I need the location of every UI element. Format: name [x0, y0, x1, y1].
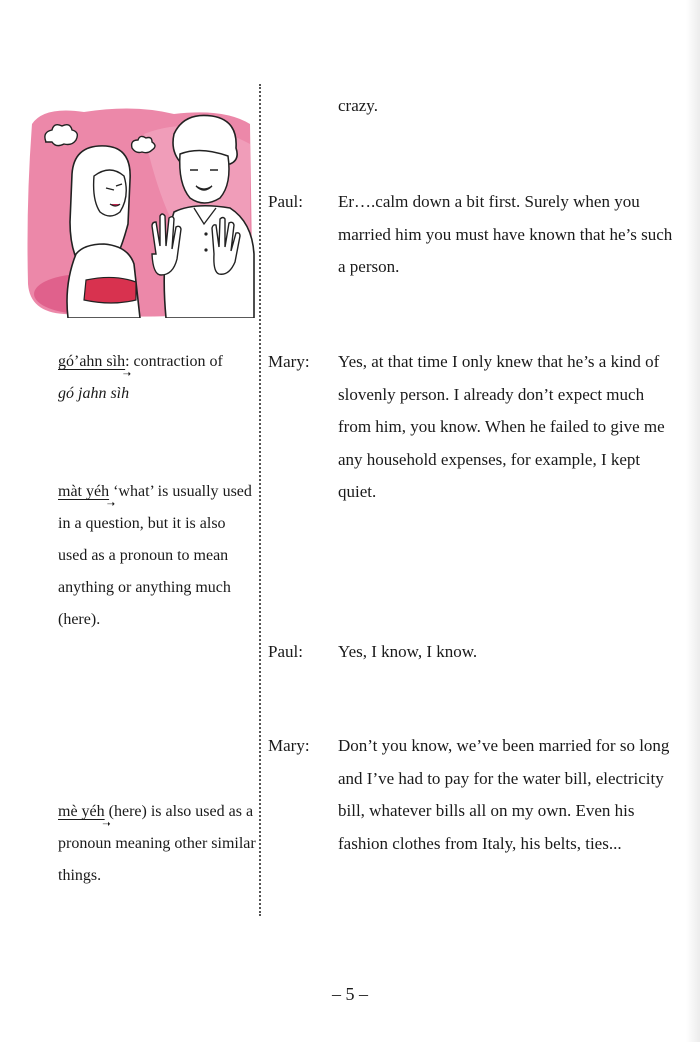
note-text-continued: as a pronoun meaning other similar things.: [58, 803, 256, 884]
note-text: : contraction of: [125, 353, 223, 370]
note-text: ‘what’ is usually: [109, 483, 219, 500]
speaker-mary: Mary:: [268, 736, 310, 755]
dialogue-continuation: crazy.: [338, 96, 378, 115]
note-term: gó’ahn sìh ➝: [58, 353, 132, 380]
column-divider: [259, 84, 261, 916]
note-term: màt yéh ➝: [58, 483, 116, 510]
note-me-yeh: [58, 796, 256, 892]
dialogue-line: Yes, at that time I only knew that he’s a kind of slovenly person. I already don’t expect much from him, you know. When he failed to give me any household expenses, for example, I kept quiet.: [338, 352, 665, 501]
page-number: – 5 –: [332, 984, 368, 1004]
speaker-paul: Paul:: [268, 642, 303, 661]
dialogue-line: Er….calm down a bit first. Surely when you married him you must have known that he’s such a person.: [338, 192, 673, 276]
speaker-mary: Mary:: [268, 352, 310, 371]
arrow-icon: ➝: [122, 369, 132, 380]
note-italic-text: gó jahn sìh: [58, 385, 130, 402]
note-mat-yeh: [58, 476, 256, 636]
arrow-icon: ➝: [106, 499, 116, 510]
note-term: mè yéh ➝: [58, 803, 111, 830]
note-go-ahn-sih: [58, 346, 256, 410]
dialogue-line: Yes, I know, I know.: [338, 642, 478, 661]
arrow-icon: ➝: [102, 819, 111, 830]
speaker-paul: Paul:: [268, 192, 303, 211]
page-edge-shadow: [686, 0, 700, 1042]
note-text: (here) is also used: [104, 803, 225, 820]
arguing-couple-illustration: [24, 104, 256, 318]
note-text-continued: used in a question, but it is also used as a pronoun to mean anything or anything much (here).: [58, 483, 252, 628]
dialogue-line: Don’t you know, we’ve been married for so long and I’ve had to pay for the water bill, electricity bill, whatever bills all on my own. Even his fashion clothes from Italy, his belts, ties...: [338, 736, 670, 853]
